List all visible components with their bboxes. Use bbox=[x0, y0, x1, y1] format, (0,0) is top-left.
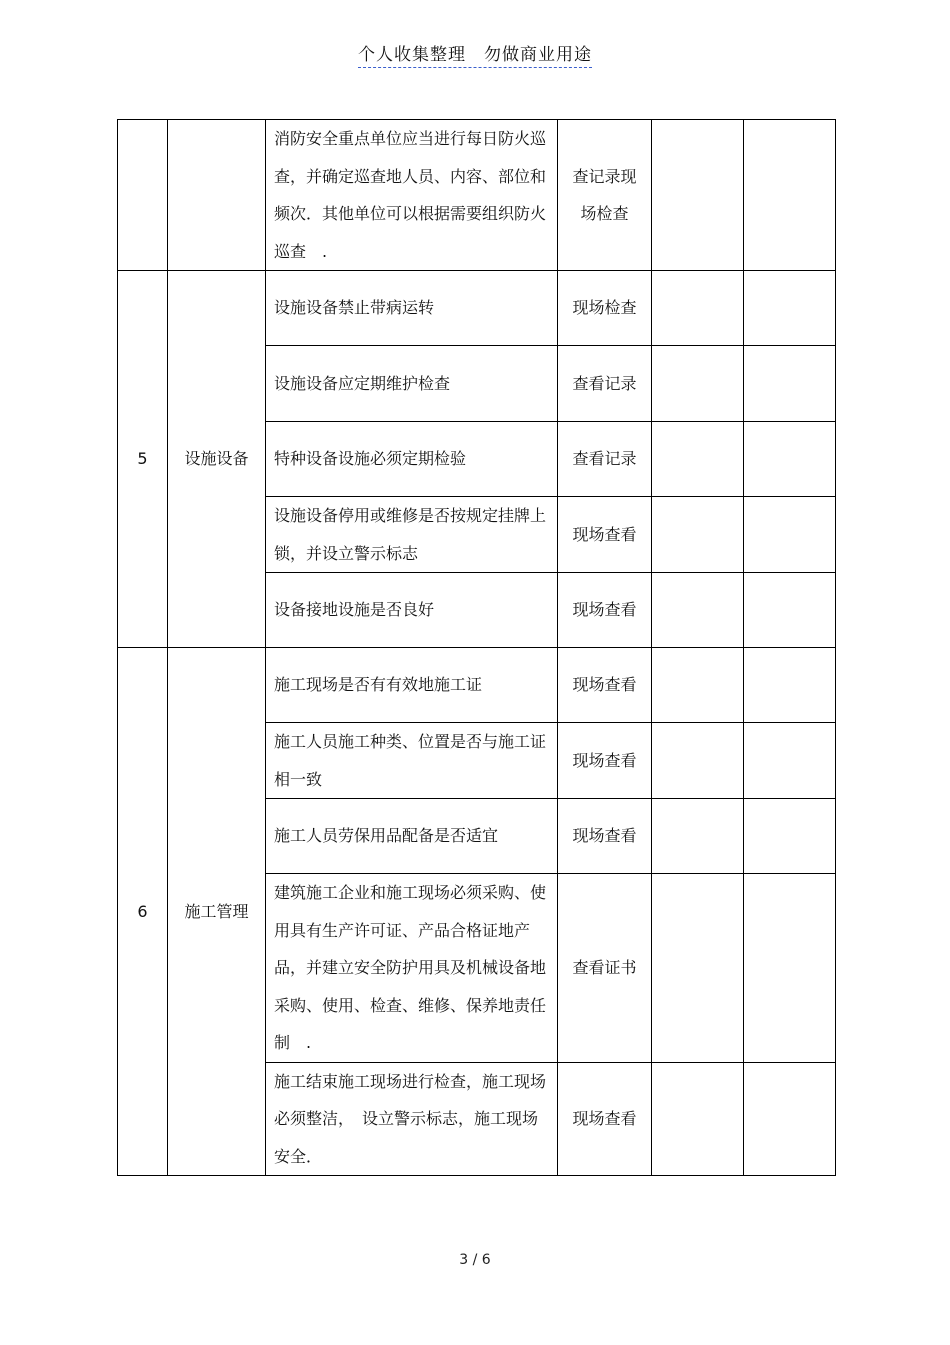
check-method-cell: 现场查看 bbox=[558, 723, 652, 799]
check-item-cell: 设施设备禁止带病运转 bbox=[266, 271, 558, 346]
check-method-cell: 查看证书 bbox=[558, 874, 652, 1063]
header-text: 个人收集整理 勿做商业用途 bbox=[358, 40, 592, 68]
check-method-cell: 查看记录 bbox=[558, 422, 652, 497]
check-method-cell: 现场检查 bbox=[558, 271, 652, 346]
remark-cell bbox=[744, 723, 836, 799]
page-header bbox=[0, 40, 950, 68]
remark-cell bbox=[744, 1062, 836, 1176]
check-method-cell: 现场查看 bbox=[558, 648, 652, 723]
result-cell bbox=[652, 120, 744, 271]
category-cell bbox=[168, 120, 266, 271]
check-item-cell: 施工结束施工现场进行检查，施工现场必须整洁， 设立警示标志，施工现场安全． bbox=[266, 1062, 558, 1176]
result-cell bbox=[652, 271, 744, 346]
table-row bbox=[118, 648, 836, 723]
result-cell bbox=[652, 573, 744, 648]
check-method-cell: 现场查看 bbox=[558, 497, 652, 573]
check-method-cell: 查看记录 bbox=[558, 346, 652, 422]
check-method-cell: 现场查看 bbox=[558, 573, 652, 648]
remark-cell bbox=[744, 874, 836, 1063]
check-item-cell: 施工人员施工种类、位置是否与施工证相一致 bbox=[266, 723, 558, 799]
check-item-cell: 施工人员劳保用品配备是否适宜 bbox=[266, 799, 558, 874]
result-cell bbox=[652, 723, 744, 799]
check-method-cell: 查记录现场检查 bbox=[558, 120, 652, 271]
check-method-cell: 现场查看 bbox=[558, 799, 652, 874]
check-item-cell: 施工现场是否有有效地施工证 bbox=[266, 648, 558, 723]
remark-cell bbox=[744, 648, 836, 723]
table-row bbox=[118, 120, 836, 271]
check-item-cell: 设施设备停用或维修是否按规定挂牌上锁，并设立警示标志 bbox=[266, 497, 558, 573]
result-cell bbox=[652, 422, 744, 497]
check-item-cell: 设备接地设施是否良好 bbox=[266, 573, 558, 648]
remark-cell bbox=[744, 422, 836, 497]
result-cell bbox=[652, 1062, 744, 1176]
row-number-cell bbox=[118, 120, 168, 271]
check-item-cell: 设施设备应定期维护检查 bbox=[266, 346, 558, 422]
check-item-cell: 建筑施工企业和施工现场必须采购、使用具有生产许可证、产品合格证地产品，并建立安全防护用具及机械设备地采购、使用、检查、维修、保养地责任制 . bbox=[266, 874, 558, 1063]
category-cell: 设施设备 bbox=[168, 271, 266, 648]
result-cell bbox=[652, 648, 744, 723]
remark-cell bbox=[744, 346, 836, 422]
inspection-table bbox=[117, 119, 836, 1176]
row-number-cell: 6 bbox=[118, 648, 168, 1176]
row-number-cell: 5 bbox=[118, 271, 168, 648]
result-cell bbox=[652, 874, 744, 1063]
remark-cell bbox=[744, 497, 836, 573]
remark-cell bbox=[744, 573, 836, 648]
result-cell bbox=[652, 799, 744, 874]
result-cell bbox=[652, 346, 744, 422]
remark-cell bbox=[744, 799, 836, 874]
result-cell bbox=[652, 497, 744, 573]
check-item-cell: 特种设备设施必须定期检验 bbox=[266, 422, 558, 497]
check-item-cell: 消防安全重点单位应当进行每日防火巡查，并确定巡查地人员、内容、部位和频次．其他单位可以根据需要组织防火巡查 . bbox=[266, 120, 558, 271]
check-method-cell: 现场查看 bbox=[558, 1062, 652, 1176]
remark-cell bbox=[744, 271, 836, 346]
page-number: 3 / 6 bbox=[459, 1252, 491, 1268]
remark-cell bbox=[744, 120, 836, 271]
category-cell: 施工管理 bbox=[168, 648, 266, 1176]
table-row bbox=[118, 271, 836, 346]
